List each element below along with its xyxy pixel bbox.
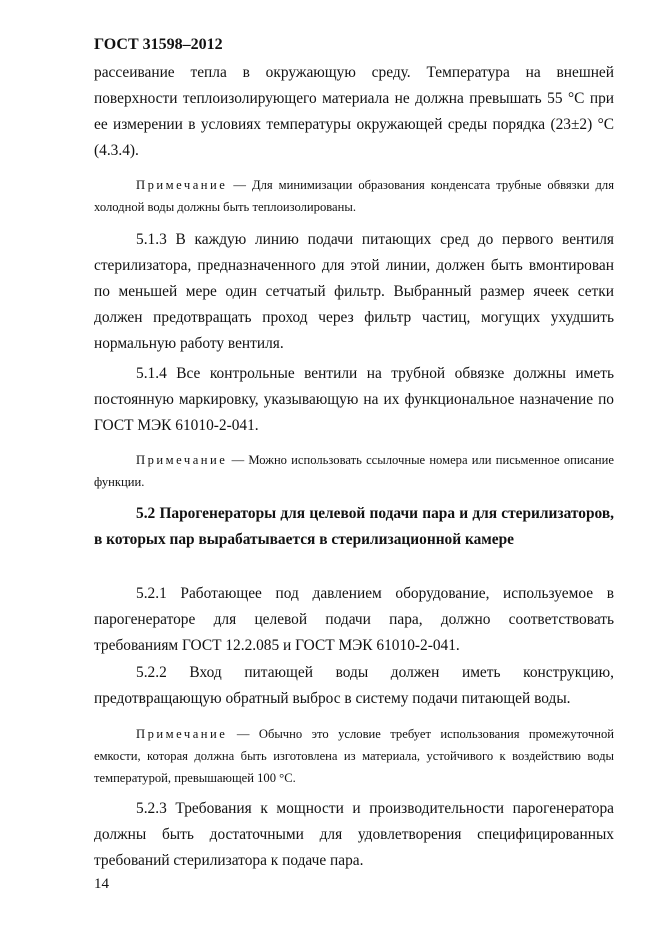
note-label: Примечание [136, 178, 228, 192]
note-1 [94, 174, 614, 218]
paragraph-text: 5.2.3 Требования к мощности и производительности парогенератора должны быть достаточными для удовлетворения специфицированных требований стерилизатора к подаче пара. [94, 800, 614, 869]
paragraph-text: рассеивание тепла в окружающую среду. Температура на внешней поверхности теплоизолирующего материала не должна превышать 55 °С при ее измерении в условиях температуры окружающей среды порядка (23±2) °С (4.3.4). [94, 64, 614, 159]
note-3 [94, 723, 614, 789]
paragraph-text: 5.2.2 Вход питающей воды должен иметь конструкцию, предотвращающую обратный выброс в систему подачи питающей воды. [94, 664, 614, 707]
paragraph-text: 5.1.4 Все контрольные вентили на трубной обвязке должны иметь постоянную маркировку, указывающую на их функциональное назначение по ГОСТ МЭК 61010-2-041. [94, 365, 614, 434]
note-text [94, 174, 614, 218]
note-label: Примечание [136, 453, 228, 467]
note-body: — Для минимизации образования конденсата трубные обвязки для холодной воды должны быть теплоизолированы. [94, 178, 614, 214]
paragraph-5-1-3 [94, 227, 614, 357]
paragraph-continuation [94, 60, 614, 164]
section-heading-5-2 [94, 501, 614, 553]
paragraph-text: 5.2.1 Работающее под давлением оборудование, используемое в парогенераторе для целевой подачи пара, должно соответствовать требованиям ГОСТ 12.2.085 и ГОСТ МЭК 61010-2-041. [94, 585, 614, 654]
paragraph-5-2-2 [94, 660, 614, 712]
note-text [94, 723, 614, 789]
note-body: — Обычно это условие требует использования промежуточной емкости, которая должна быть изготовлена из материала, устойчивого к воздействию воды температурой, превышающей 100 °С. [94, 727, 614, 785]
document-header: ГОСТ 31598–2012 [94, 36, 223, 53]
note-2 [94, 449, 614, 493]
paragraph-5-2-1 [94, 581, 614, 659]
paragraph-5-2-3 [94, 796, 614, 874]
paragraph-text: 5.1.3 В каждую линию подачи питающих сред до первого вентиля стерилизатора, предназначенного для этой линии, должен быть вмонтирован по меньшей мере один сетчатый фильтр. Выбранный размер ячеек сетки должен предотвращать проход через фильтр частиц, могущих ухудшить нормальную работу вентиля. [94, 231, 614, 352]
paragraph-5-1-4 [94, 361, 614, 439]
note-label: Примечание [136, 727, 228, 741]
note-body: — Можно использовать ссылочные номера или письменное описание функции. [94, 453, 614, 489]
page-number: 14 [94, 876, 109, 892]
note-text [94, 449, 614, 493]
section-heading: 5.2 Парогенераторы для целевой подачи пара и для стерилизаторов, в которых пар вырабатывается в стерилизационной камере [94, 505, 614, 548]
